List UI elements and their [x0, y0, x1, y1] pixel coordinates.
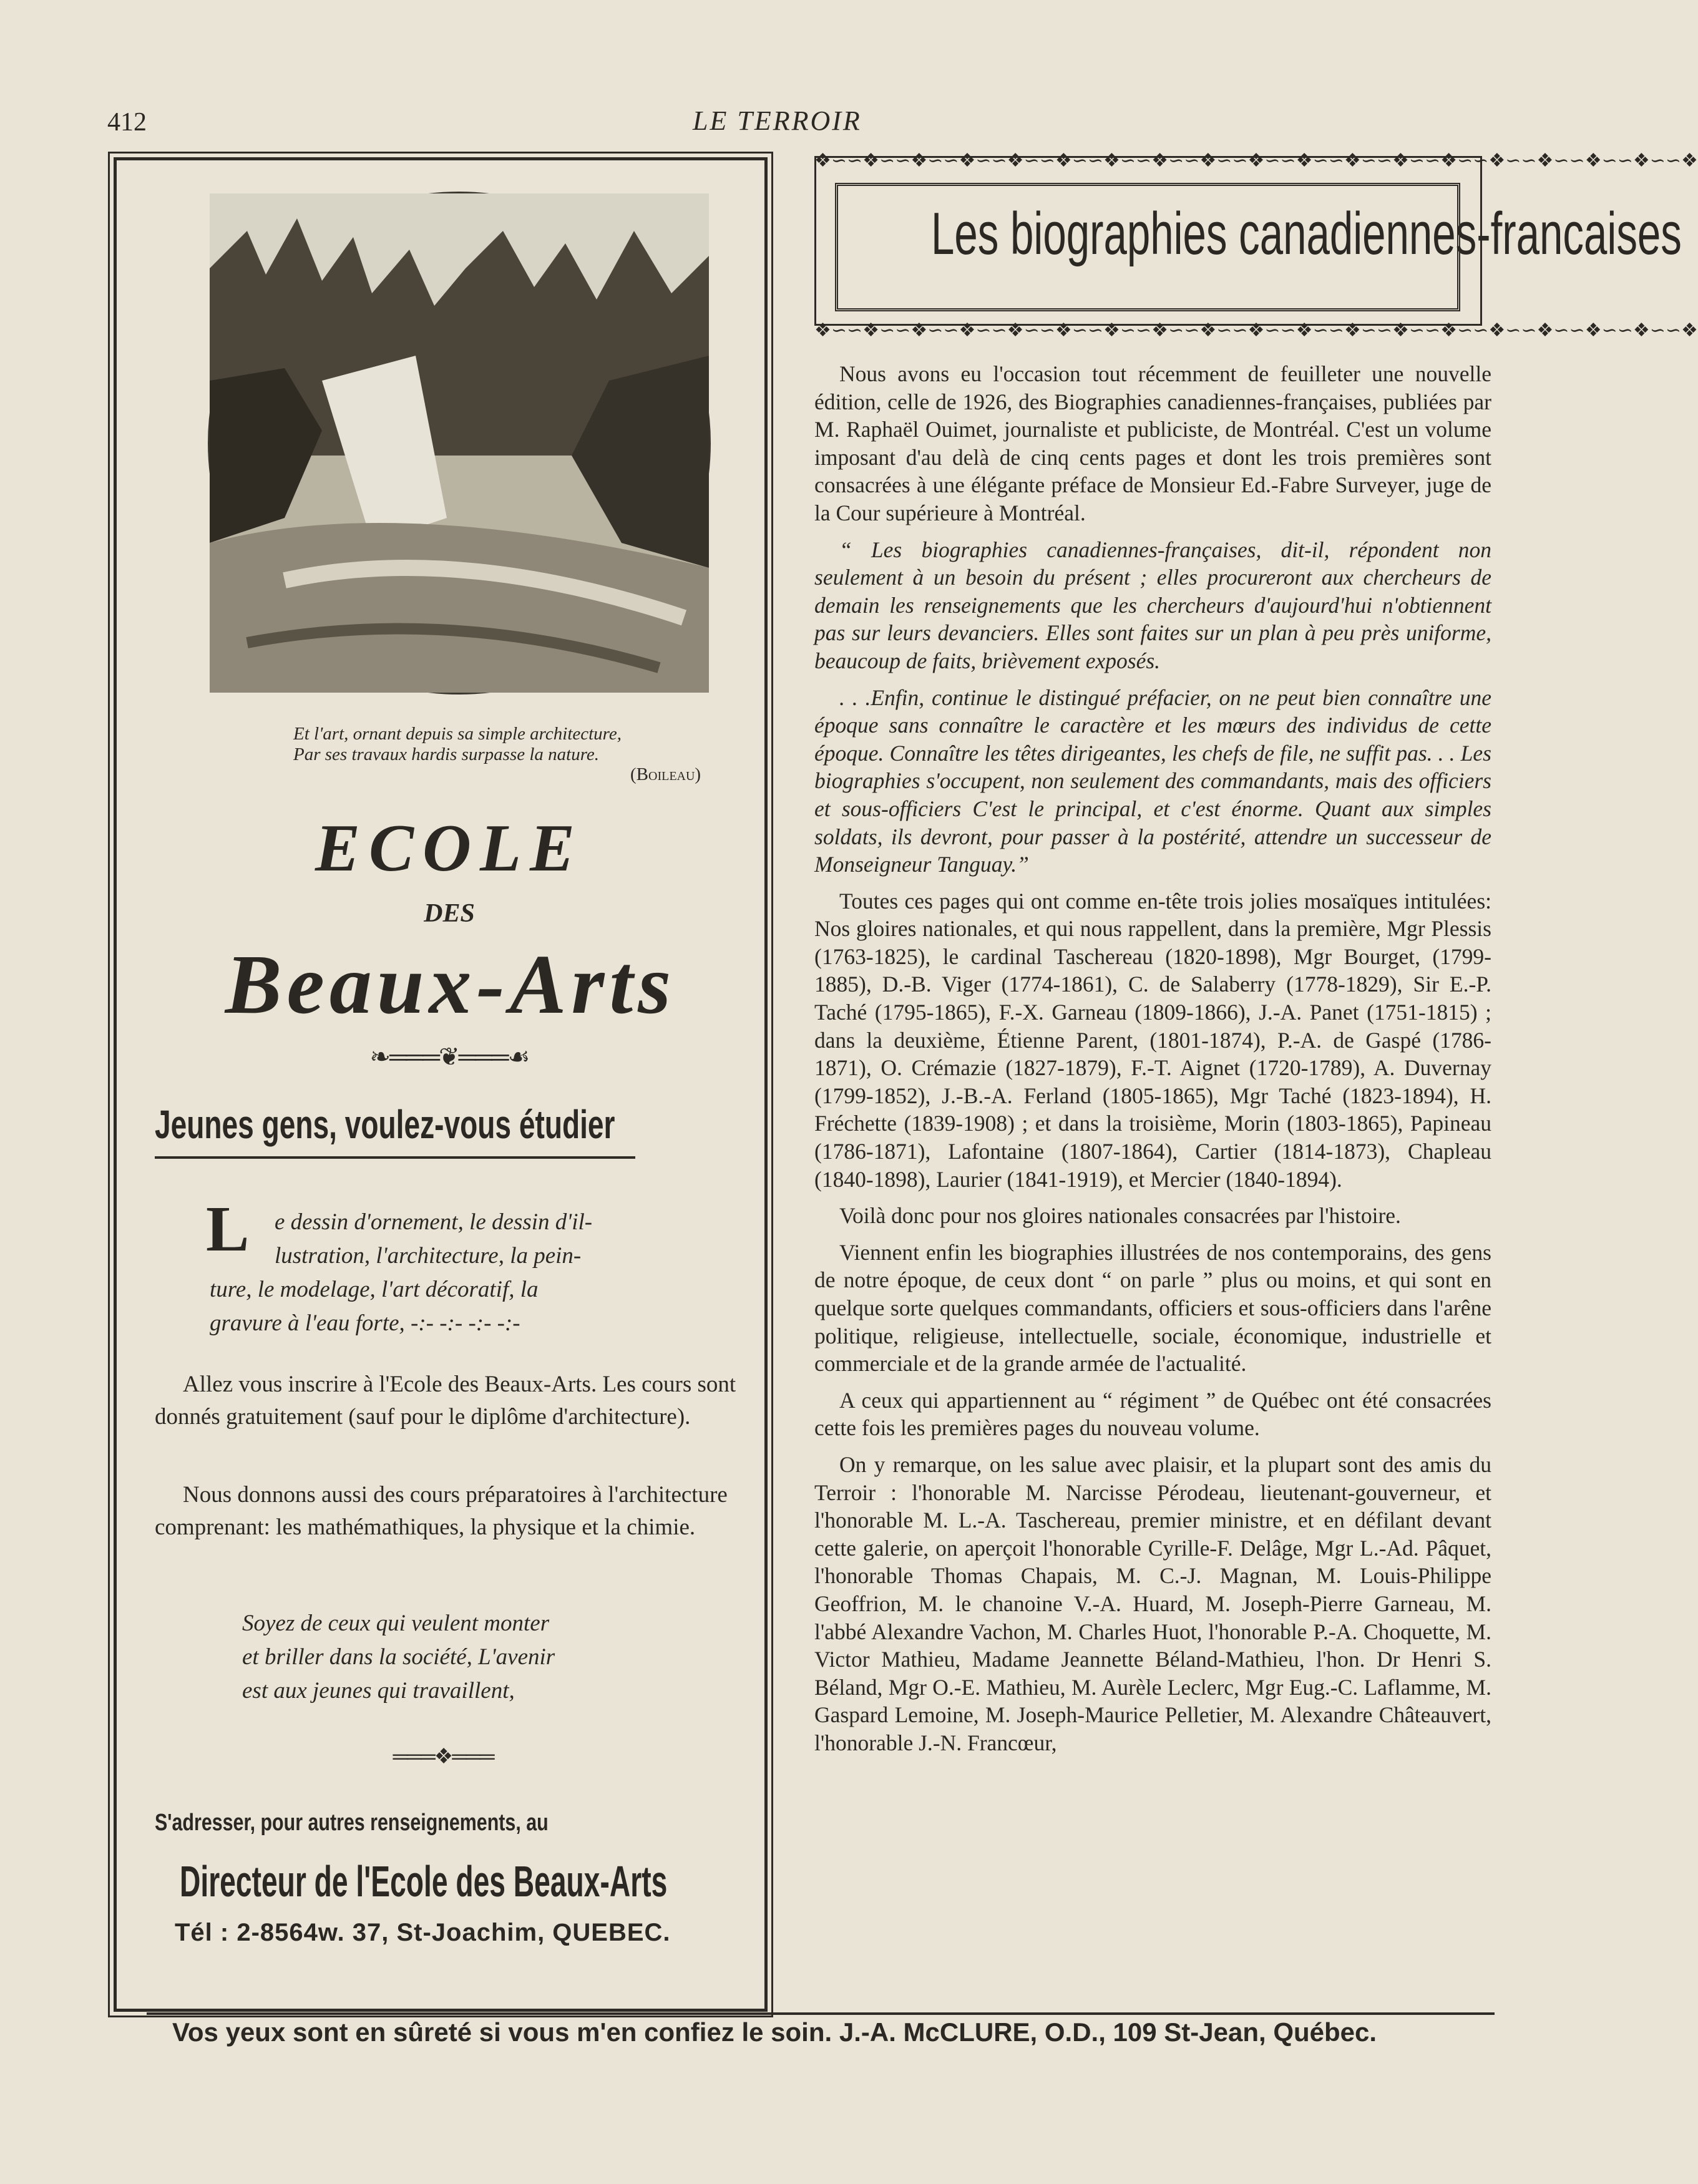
beaux-arts-heading: Beaux-Arts	[225, 938, 676, 1031]
article-paragraph-5: Voilà donc pour nos gloires nationales consacrées par l'histoire.	[839, 1203, 1401, 1229]
waterfall-photo	[208, 192, 711, 695]
courses-intro: e dessin d'ornement, le dessin d'il- lustration, l'architecture, la pein-	[275, 1209, 593, 1269]
article-paragraph-7: A ceux qui appartiennent au “ régiment ” de Québec ont été consacrées cette fois les premières pages du nouveau volume.	[814, 1387, 1491, 1441]
contact-address: Tél : 2-8564w. 37, St-Joachim, QUEBEC.	[175, 1919, 671, 1946]
des-heading: DES	[424, 899, 475, 928]
page-number: 412	[107, 108, 147, 137]
enrol-paragraph: Allez vous inscrire à l'Ecole des Beaux-Arts. Les cours sont donnés gratuitement (sauf pour le diplôme d'architecture).	[155, 1372, 736, 1430]
footer-rule	[147, 2012, 1495, 2015]
epigraph-line-2: Par ses travaux hardis surpasse la nature.	[293, 744, 600, 764]
contact-intro: S'adresser, pour autres renseignements, au	[155, 1810, 549, 1836]
title-ornament-bottom: ❖∽∽❖∽∽❖∽∽❖∽∽❖∽∽❖∽∽❖∽∽❖∽∽❖∽∽❖∽∽❖∽∽❖∽∽❖∽∽❖∽∽❖∽∽❖∽∽❖∽∽❖∽∽❖	[814, 320, 1698, 341]
article-paragraph-4: Toutes ces pages qui ont comme en-tête trois jolies mosaïques intitulées: Nos gloires nationales, et qui nous rappellent, dans la première, Mgr Plessis (1763-1825), le cardinal Taschereau (1820-1898), Mgr Bourget, (1799-1885), D.-B. Viger (1774-1861), C. de Salaberry (1778-1829), Sir E.-P. Taché (1795-1865), F.-X. Garneau (1809-1866), J.-A. Panet (1751-1815) ; dans la deuxième, Étienne Parent, (1801-1874), P.-A. de Gaspé (1786-1871), O. Crémazie (1827-1879), F.-T. Aignet (1720-1789), A. Duvernay (1799-1852), J.-B.-A. Ferland (1805-1865), Mgr Taché (1823-1894), H. Fréchette (1839-1908) ; et dans la troisième, Morin (1803-1865), Papineau (1786-1871), Lafontaine (1807-1864), Cartier (1814-1873), Chapleau (1840-1898), Laurier (1841-1919), et Mercier (1840-1894).	[814, 888, 1491, 1192]
drop-cap: L	[206, 1193, 250, 1265]
prep-courses-paragraph: Nous donnons aussi des cours préparatoires à l'architecture comprenant: les mathémathiques, la physique et la chimie.	[155, 1482, 728, 1540]
epigraph-source: (Boileau)	[630, 764, 701, 784]
article-paragraph-3: . . .Enfin, continue le distingué préfacier, on ne peut bien connaître une époque sans connaître le caractère et les mœurs des individus de cette époque. Connaître les têtes dirigeantes, les chefs de file, ne suffit pas. . . Les biographies s'occupent, non seulement des commandants, mais des officiers et sous-officiers C'est le principal, et c'est énorme. Quant aux simples soldats, ils devront, pour passer à la postérité, attendre un successeur de Monseigneur Tanguay.”	[814, 685, 1491, 877]
article-paragraph-1: Nous avons eu l'occasion tout récemment de feuilleter une nouvelle édition, celle de 1926, des Biographies canadiennes-françaises, publiées par M. Raphaël Ouimet, journaliste et publiciste, de Montréal. C'est un volume imposant d'au delà de cinq cents pages et dont les trois premières sont consacrées à une élégante préface de Monsieur Ed.-Fabre Surveyer, juge de la Cour supérieure à Montréal.	[814, 361, 1491, 525]
contact-name: Directeur de l'Ecole des Beaux-Arts	[180, 1857, 668, 1906]
ornament-divider-2: ═══❖═══	[393, 1745, 494, 1768]
ornament-divider: ❧═══❦═══☙	[369, 1043, 529, 1071]
title-ornament-top: ❖∽∽❖∽∽❖∽∽❖∽∽❖∽∽❖∽∽❖∽∽❖∽∽❖∽∽❖∽∽❖∽∽❖∽∽❖∽∽❖∽∽❖∽∽❖∽∽❖∽∽❖∽∽❖	[814, 150, 1698, 171]
courses-intro-continued: ture, le modelage, l'art décoratif, la gravure à l'eau forte, -:- -:- -:- -:-	[210, 1277, 539, 1336]
motto: Soyez de ceux qui veulent monter et briller dans la société, L'avenir est aux jeunes qui travaillent,	[242, 1611, 555, 1704]
footer-advert: Vos yeux sont en sûreté si vous m'en confiez le soin. J.-A. McCLURE, O.D., 109 St-Jean, Québec.	[172, 2017, 1377, 2047]
article-paragraph-6: Viennent enfin les biographies illustrées de nos contemporains, des gens de notre époque, de ceux dont “ on parle ” plus ou moins, et qui sont en quelque sorte quelques commandants, officiers et sous-officiers dans l'arêne politique, religieuse, intellectuelle, sociale, économique, industrielle et commerciale et de la grande armée de l'actualité.	[814, 1239, 1491, 1377]
article-paragraph-8: On y remarque, on les salue avec plaisir, et la plupart sont des amis du Terroir : l'honorable M. Narcisse Pérodeau, lieutenant-gouverneur, et l'honorable M. L.-A. Taschereau, premier ministre, et en défilant devant cette galerie, on aperçoit l'honorable Cyrille-F. Delâge, Mgr L.-Ad. Pâquet, l'honorable Thomas Chapais, M. C.-J. Magnan, M. Louis-Philippe Geoffrion, M. le chanoine V.-A. Huard, M. Joseph-Pierre Garneau, M. l'abbé Alexandre Vachon, M. Charles Huot, l'honorable P.-A. Choquette, M. Victor Mathieu, Madame Jeannette Béland-Mathieu, l'hon. Dr Henri S. Béland, Mgr O.-E. Mathieu, M. Aurèle Leclerc, Mgr Eug.-C. Laflamme, M. Gaspard Lemoine, M. Joseph-Maurice Pelletier, M. Alexandre Châteauvert, l'honorable J.-N. Francœur,	[814, 1451, 1491, 1755]
running-head: LE TERROIR	[693, 105, 862, 136]
headline: Jeunes gens, voulez-vous étudier	[155, 1102, 615, 1147]
article-title: Les biographies canadiennes-francaises	[931, 200, 1682, 267]
article-body	[814, 360, 1491, 1766]
waterfall-illustration	[210, 193, 709, 693]
article-paragraph-2: “ Les biographies canadiennes-françaises, dit-il, répondent non seulement à un besoin du présent ; elles procureront aux chercheurs de demain les renseignements que les chercheurs d'aujourd'hui n'obtiennent pas sur leurs devanciers. Elles sont faites sur un plan à peu près uniforme, beaucoup de faits, brièvement exposés.	[814, 537, 1491, 673]
epigraph-line-1: Et l'art, ornant depuis sa simple architecture,	[293, 724, 622, 744]
headline-rule	[155, 1156, 635, 1159]
epigraph	[293, 724, 743, 765]
ecole-heading: ECOLE	[315, 811, 584, 885]
